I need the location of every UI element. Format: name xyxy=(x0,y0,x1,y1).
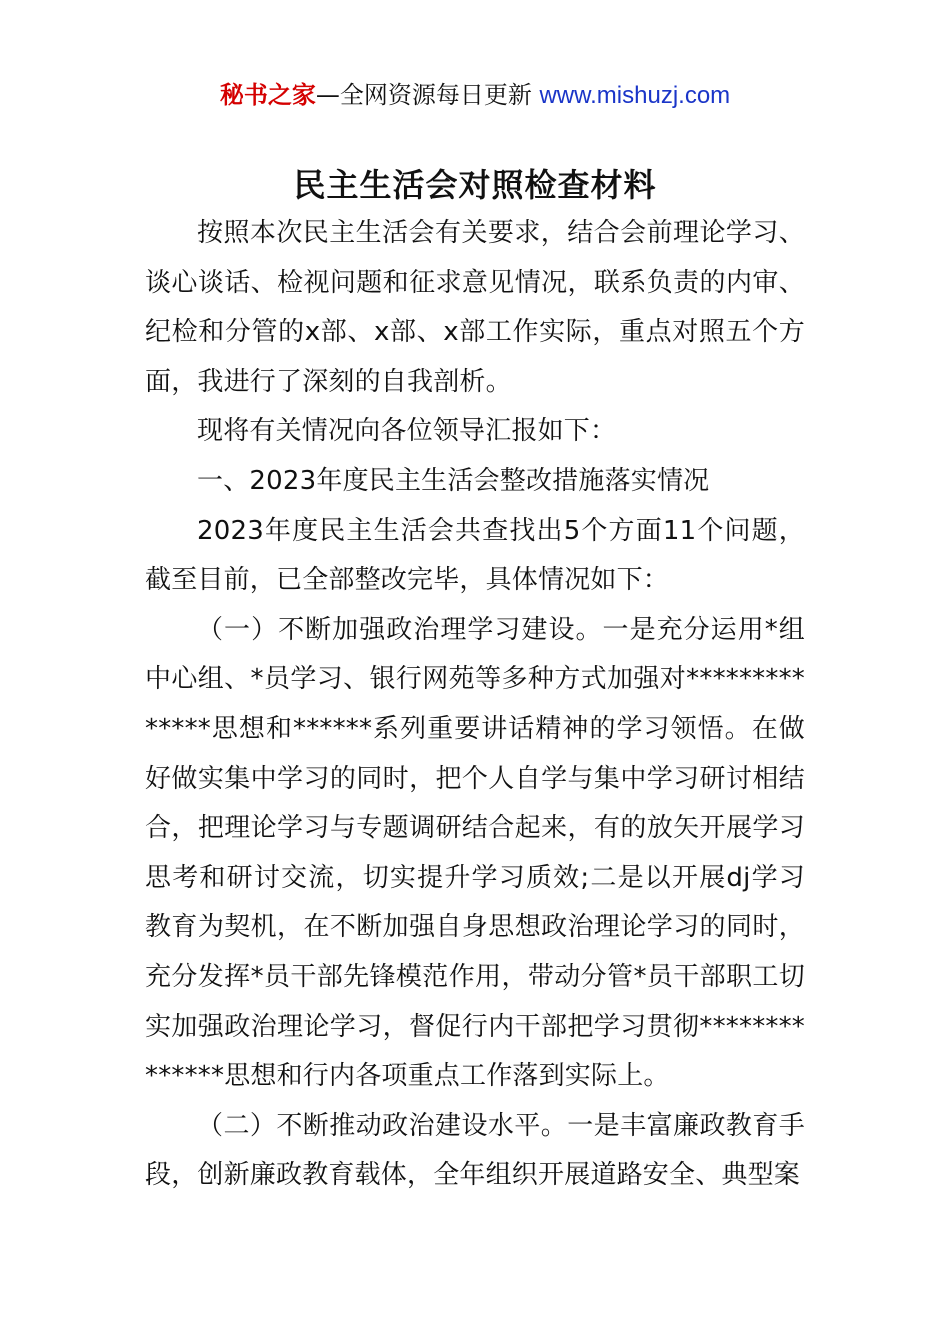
site-brand: 秘书之家 xyxy=(219,81,316,109)
document-body xyxy=(145,209,805,1201)
document-title: 民主生活会对照检查材料 xyxy=(293,166,657,204)
paragraph-summary: 2023年度民主生活会共查找出5个方面11个问题，截至目前，已全部整改完毕，具体情况如下： xyxy=(145,515,805,596)
paragraph-report: 现将有关情况向各位领导汇报如下： xyxy=(197,416,617,447)
site-url-link[interactable]: www.mishuzj.com xyxy=(539,82,731,109)
section-heading-1: 一、2023年度民主生活会整改措施落实情况 xyxy=(197,465,710,496)
paragraph-item-2: （二）不断推动政治建设水平。一是丰富廉政教育手段，创新廉政教育载体，全年组织开展道路安全、典型案 xyxy=(145,1110,805,1191)
paragraph-item-1: （一）不断加强政治理学习建设。一是充分运用*组中心组、*员学习、银行网苑等多种方式加强对**************思想和******系列重要讲话精神的学习领悟。在做好做实集中学习的同时，把个人自学与集中学习研讨相结合，把理论学习与专题调研结合起来，有的放矢开展学习思考和研讨交流，切实提升学习质效;二是以开展dj学习教育为契机，在不断加强自身思想政治理论学习的同时，充分发挥*员干部先锋模范作用，带动分管*员干部职工切实加强政治理论学习，督促行内干部把学习贯彻**************思想和行内各项重点工作落到实际上。 xyxy=(145,614,805,1092)
site-tagline: —全网资源每日更新 xyxy=(315,81,540,109)
paragraph-intro: 按照本次民主生活会有关要求，结合会前理论学习、谈心谈话、检视问题和征求意见情况，联系负责的内审、纪检和分管的x部、x部、x部工作实际，重点对照五个方面，我进行了深刻的自我剖析。 xyxy=(145,218,805,397)
site-header xyxy=(0,78,950,113)
